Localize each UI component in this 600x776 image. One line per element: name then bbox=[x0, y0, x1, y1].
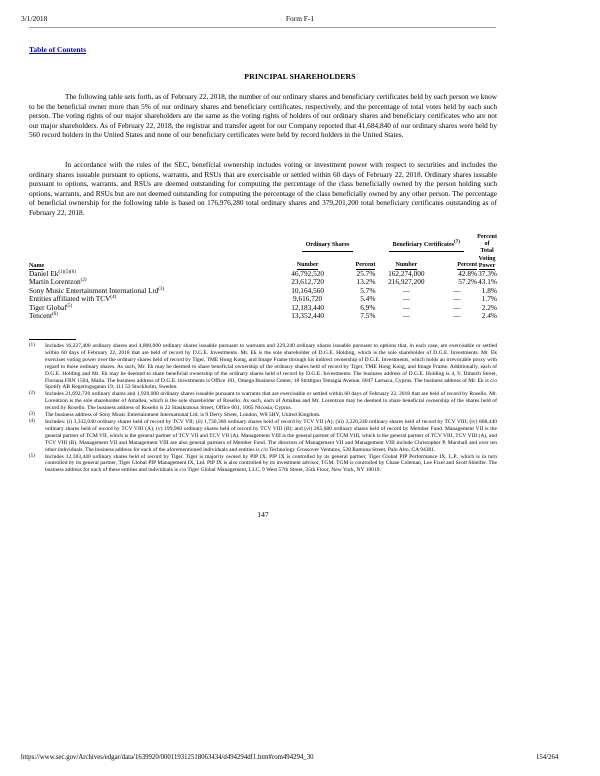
footnote-marker: (3) bbox=[29, 412, 35, 418]
voting-power: 37.3% bbox=[478, 269, 497, 279]
beneficiary-percent: — bbox=[453, 294, 461, 304]
beneficiary-percent: 42.8% bbox=[458, 269, 478, 279]
ordinary-percent: 25.7% bbox=[356, 269, 376, 279]
beneficiary-number: 162,274,000 bbox=[388, 269, 425, 279]
ordinary-percent: 7.5% bbox=[360, 311, 376, 321]
principal-shareholders-table bbox=[29, 234, 497, 320]
footnote-marker: (4) bbox=[29, 418, 35, 424]
print-title: Form F-1 bbox=[285, 14, 315, 23]
footnote-marker: (1) bbox=[29, 343, 35, 348]
voting-power: 2.4% bbox=[481, 311, 497, 321]
ordinary-percent-header: Percent bbox=[336, 256, 376, 270]
beneficiary-number-header: Number bbox=[375, 256, 437, 270]
holder-name: Sony Music Entertainment International Ltd$^{(3)}$ bbox=[29, 285, 165, 295]
footnote-marker: (2) bbox=[29, 391, 35, 397]
holder-name: Martin Lorentzon$^{(2)}$ bbox=[29, 277, 87, 287]
intro-paragraph: The following table sets forth, as of February 22, 2018, the number of our ordinary shares and beneficiary certificates held by each person we know to be the beneficial owner more than 5% of our ordinary shares and beneficiary certificates, respectively, and the percentage of total votes held by each such person. The voting rights of our major shareholders are the same as the voting rights of holders of our ordinary shares and beneficiary certificates who are not our major shareholders. As of February 22, 2018, the registrar and transfer agent for our Company reported that 41,684,840 of our ordinary shares were held by 560 record holders in the United States and none of our beneficiary certificates were held by record holders in the United States. bbox=[29, 92, 497, 140]
table-of-contents-link[interactable]: Table of Contents bbox=[29, 45, 87, 54]
ordinary-percent: 5.7% bbox=[360, 285, 376, 295]
footnote-text: Includes 21,692,720 ordinary shares and 1,920,000 ordinary shares issuable pursuant to warrants that are exercisable or settled within 60 days of February 22, 2018 that are held of record by Rosello. Mr. Lorentzon is the sole shareholder of Amaltea, which is the sole shareholder of Rosello. As such, each of Amaltea and Mr. Lorentzon may be deemed to share beneficial ownership of the shares held of record by Rosello. The business address of Rosello is 22 Stasikratous Street, Office 001, 1065 Nicosia, Cyprus. bbox=[45, 391, 497, 412]
ordinary-percent: 5.4% bbox=[360, 294, 376, 304]
ordinary-number: 10,164,560 bbox=[291, 285, 325, 295]
section-title: PRINCIPAL SHAREHOLDERS bbox=[244, 72, 356, 81]
ordinary-number: 46,792,520 bbox=[291, 269, 325, 279]
group-header-row bbox=[29, 234, 497, 256]
ordinary-number: 12,183,440 bbox=[291, 302, 325, 312]
source-url: https://www.sec.gov/Archives/edgar/data/1639920/000119312518063434/d494294df1.htm#rom494294_30 bbox=[21, 754, 314, 761]
footnote-text: Includes 16,227,400 ordinary shares and 4,800,000 ordinary shares issuable pursuant to warrants and 229,240 ordinary shares issuable pursuant to options that, in each case, are exercisable or settled within 60 days of February 22, 2018 that are held of record by D.G.E. Investments. Mr. Ek is the sole shareholder of D.G.E. Holding, which is the sole shareholder of D.G.E. Investments. Mr. Ek exercises voting power over the ordinary shares held of record by Tiger, TME Hong Kong, and Image Frame through his indirect ownership of D.G.E. Investments, which holds an irrevocable proxy with regard to these ordinary shares. As such, Mr. Ek may be deemed to share beneficial ownership of the ordinary shares held of record by Tiger, TME Hong Kong, and Image Frame. Additionally, each of D.G.E. Holding and Mr. Ek may be deemed to share beneficial ownership of the ordinary shares held of record by D.G.E. Investments. The business address of D.G.E. Holding is 4, V. Dimech Street, Floriana FRN 1504, Malta. The business address of D.G.E. Investments is Office 101, Omega Business Center, 18 Stratigou Temagia Avenue, 6047 Larnaca, Cyprus. The business address of Mr. Ek is c/o Spotify AB Regeringsgatan 19, 111 53 Stockholm, Sweden. bbox=[45, 343, 497, 391]
beneficiary-percent: — bbox=[453, 285, 461, 295]
footnote bbox=[29, 454, 497, 475]
footnotes bbox=[29, 343, 497, 474]
voting-power: 1.8% bbox=[481, 285, 497, 295]
table-row bbox=[29, 295, 497, 303]
table-row bbox=[29, 270, 497, 278]
column-header-row bbox=[29, 256, 497, 270]
beneficiary-certificates-group-header: Beneficiary Certificates$^{(7)}$ bbox=[375, 234, 477, 256]
ordinary-percent: 13.2% bbox=[356, 277, 376, 287]
table-row bbox=[29, 312, 497, 320]
footnote-divider bbox=[29, 339, 76, 340]
total-voting-power-header: Percent of Total Voting Power bbox=[477, 234, 497, 269]
header-divider bbox=[29, 27, 496, 28]
footnote-marker: (5) bbox=[29, 453, 35, 459]
beneficiary-percent: — bbox=[453, 311, 461, 321]
footnote bbox=[29, 419, 497, 454]
holder-name: Tencent$^{(6)}$ bbox=[29, 311, 58, 321]
ordinary-number-header: Number bbox=[280, 256, 336, 270]
beneficiary-number: 216,927,200 bbox=[388, 277, 425, 287]
beneficiary-percent-header: Percent bbox=[437, 256, 477, 270]
beneficiary-number: — bbox=[402, 285, 410, 295]
ordinary-percent: 6.9% bbox=[360, 302, 376, 312]
ordinary-number: 13,352,440 bbox=[291, 311, 325, 321]
print-page-count: 154/264 bbox=[536, 754, 559, 761]
holder-name: Daniel $Ek^{(1)(5)(6)}$ bbox=[29, 269, 76, 279]
beneficiary-percent: — bbox=[453, 302, 461, 312]
voting-power: 43.1% bbox=[478, 277, 497, 287]
footnote-text: Includes 12,183,440 ordinary shares held of record by Tiger. Tiger is majority owned by PIP IX. PIP IX is controlled by its general partner, Tiger Global PIP Performance IX, L.P., which is in turn controlled by its general partner, Tiger Global PIP Management IX, Ltd. PIP IX is also controlled by its investment advisor, TGM. TGM is controlled by Chase Coleman, Lee Fixel and Scott Shleifer. The business address for each of these entities and individuals is c/o Tiger Global Management, LLC, 9 West 57th Street, 35th Floor, New York, NY 10019. bbox=[45, 453, 497, 474]
beneficiary-number: — bbox=[402, 294, 410, 304]
holder-name: Tiger Global$^{(5)}$ bbox=[29, 302, 73, 312]
beneficiary-percent: 57.2% bbox=[458, 277, 478, 287]
footnote-text: Includes: (i) 3,332,040 ordinary shares held of record by TCV VII; (ii) 1,730,360 ordinary shares held of record by TCV VII (A); (iii) 3,220,240 ordinary shares held of record by TCV VIII; (iv) 868,440 ordinary shares held of record by TCV VIII (A); (v) 199,960 ordinary shares held of record by TCV VIII (B); and (vi) 265,680 ordinary shares held of record by Member Fund. Management VII is the general partner of TCM VII, which is the general partner of TCV VII and TCV VII (A). Management VIII is the general partner of TCM VIII, which is the general partner of TCV VIII, TCV VIII (A), and TCV VIII (B). Management VII and Management VIII are also general partners of Member Fund. The directors of Management VII and Management VIII include Christopher P. Marshall and over ten other individuals. The business address for each of the aforementioned individuals and entities is c/o Technology Crossover Ventures, 528 Ramona Street, Palo Alto, CA 94301. bbox=[45, 418, 497, 453]
name-column-header: Name bbox=[29, 262, 45, 269]
footnote-text: The business address of Sony Music Entertainment International Ltd. is 9 Derry Street, London, W8 5HY, United Kingdom. bbox=[45, 412, 321, 419]
ordinary-number: 23,612,720 bbox=[291, 277, 325, 287]
page-number: 147 bbox=[257, 510, 269, 519]
footnote bbox=[29, 391, 497, 412]
beneficiary-number: — bbox=[402, 311, 410, 321]
holder-name: Entities affiliated with TCV$^{(4)}$ bbox=[29, 294, 117, 304]
footnote bbox=[29, 412, 497, 419]
ordinary-shares-group-header: Ordinary Shares bbox=[280, 234, 376, 256]
beneficiary-number: — bbox=[402, 302, 410, 312]
ordinary-number: 9,616,720 bbox=[293, 294, 323, 304]
print-date: 3/1/2018 bbox=[21, 14, 48, 23]
footnote bbox=[29, 343, 497, 391]
ownership-paragraph: In accordance with the rules of the SEC, beneficial ownership includes voting or investment power with respect to securities and includes the ordinary shares issuable pursuant to options, warrants, and RSUs that are exercisable or settled within 60 days of February 22, 2018. Ordinary shares issuable pursuant to options, warrants, and RSUs are deemed outstanding for computing the percentage of the class beneficially owned by the person holding such options, warrants, and RSUs but are not deemed outstanding for computing the percentage of the class beneficially owned by any other person. The percentage of beneficial ownership for the following table is based on 176,976,280 total ordinary shares and 379,201,200 total beneficiary certificates outstanding as of February 22, 2018. bbox=[29, 160, 497, 217]
voting-power: 2.2% bbox=[481, 302, 497, 312]
voting-power: 1.7% bbox=[481, 294, 497, 304]
table-row bbox=[29, 304, 497, 312]
